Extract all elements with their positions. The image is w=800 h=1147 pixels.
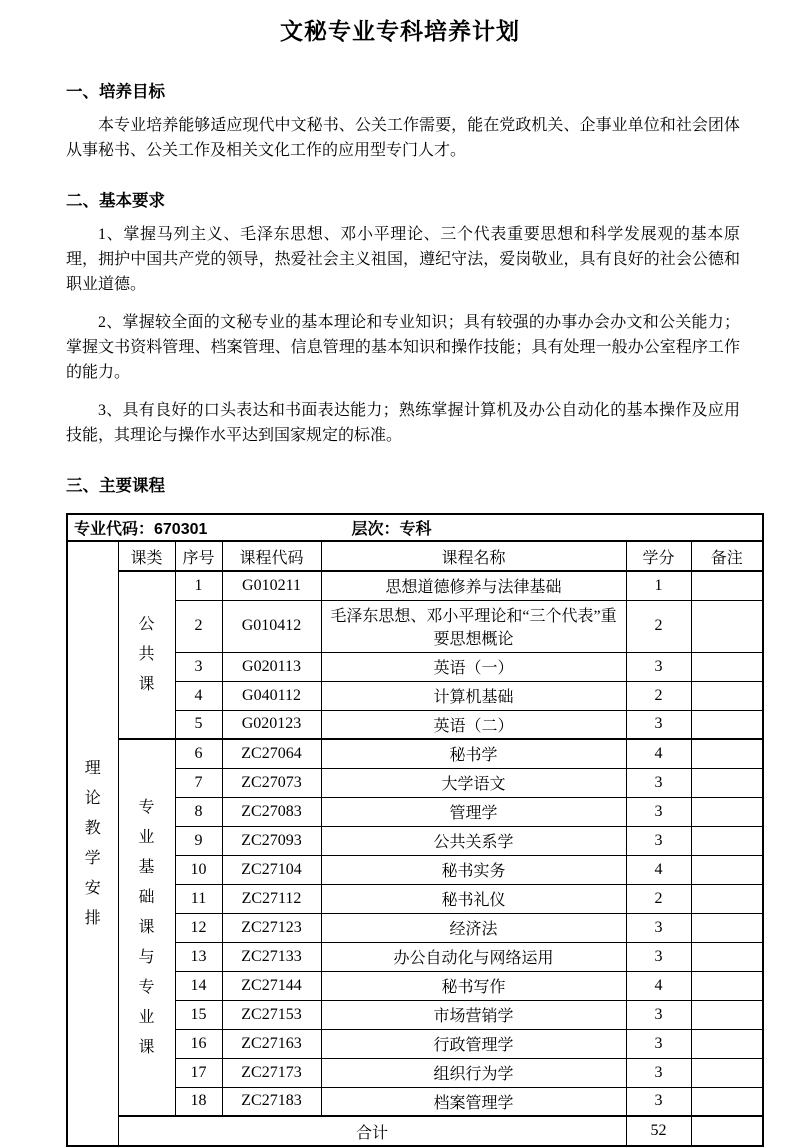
group-label-cell-specialty	[118, 739, 175, 1116]
course-credits-cell: 3	[626, 826, 691, 855]
course-no-cell: 17	[175, 1058, 222, 1087]
course-name-cell: 公共关系学	[321, 826, 626, 855]
group-label: 公共课	[138, 616, 155, 693]
requirement-item-3: 3、具有良好的口头表达和书面表达能力；熟练掌握计算机及办公自动化的基本操作及应用技能，其理论与操作水平达到国家规定的标准。	[66, 402, 740, 444]
course-note-cell	[691, 1087, 763, 1116]
course-name-cell: 英语（二）	[321, 710, 626, 739]
course-name-cell: 秘书写作	[321, 971, 626, 1000]
course-name-cell: 秘书学	[321, 739, 626, 768]
course-no-cell: 12	[175, 913, 222, 942]
course-note-cell	[691, 710, 763, 739]
course-credits-cell: 1	[626, 571, 691, 600]
course-no-cell: 18	[175, 1087, 222, 1116]
course-code-cell: ZC27093	[222, 826, 321, 855]
course-name-cell: 行政管理学	[321, 1029, 626, 1058]
course-note-cell	[691, 768, 763, 797]
course-no-cell: 16	[175, 1029, 222, 1058]
course-code-cell: G020113	[222, 652, 321, 681]
course-note-cell	[691, 884, 763, 913]
course-no-cell: 10	[175, 855, 222, 884]
course-code-cell: ZC27123	[222, 913, 321, 942]
requirement-item-2: 2、掌握较全面的文秘专业的基本理论和专业知识；具有较强的办事办会办文和公关能力；掌握文书资料管理、档案管理、信息管理的基本知识和操作技能；具有处理一般办公室程序工作的能力。	[66, 314, 740, 381]
section-heading-courses: 三、主要课程	[66, 477, 165, 495]
section-heading-objectives: 一、培养目标	[66, 83, 165, 101]
total-row	[67, 1116, 763, 1146]
course-code-cell: ZC27104	[222, 855, 321, 884]
course-name-cell: 思想道德修养与法律基础	[321, 571, 626, 600]
course-note-cell	[691, 942, 763, 971]
course-credits-cell: 4	[626, 855, 691, 884]
document-body	[0, 78, 800, 1147]
course-note-cell	[691, 681, 763, 710]
objectives-paragraph: 本专业培养能够适应现代中文秘书、公关工作需要，能在党政机关、企事业单位和社会团体从事秘书、公关工作及相关文化工作的应用型专门人才。	[66, 117, 740, 159]
course-code-cell: ZC27064	[222, 739, 321, 768]
requirement-item-1: 1、掌握马列主义、毛泽东思想、邓小平理论、三个代表重要思想和科学发展观的基本原理，拥护中国共产党的领导，热爱社会主义祖国，遵纪守法，爱岗敬业，具有良好的社会公德和职业道德。	[66, 226, 740, 293]
course-note-cell	[691, 739, 763, 768]
course-note-cell	[691, 571, 763, 600]
course-credits-cell: 2	[626, 600, 691, 652]
course-table	[66, 513, 764, 1147]
col-header-credits: 学分	[626, 541, 691, 571]
course-code-cell: ZC27183	[222, 1087, 321, 1116]
col-header-class: 课类	[118, 541, 175, 571]
course-credits-cell: 3	[626, 768, 691, 797]
side-label: 理论教学安排	[84, 759, 101, 927]
course-no-cell: 3	[175, 652, 222, 681]
course-name-cell: 英语（一）	[321, 652, 626, 681]
course-no-cell: 14	[175, 971, 222, 1000]
course-name-cell: 大学语文	[321, 768, 626, 797]
course-credits-cell: 3	[626, 797, 691, 826]
course-no-cell: 7	[175, 768, 222, 797]
course-name-cell: 管理学	[321, 797, 626, 826]
course-credits-cell: 4	[626, 739, 691, 768]
course-credits-cell: 3	[626, 652, 691, 681]
course-no-cell: 6	[175, 739, 222, 768]
course-code-cell: ZC27173	[222, 1058, 321, 1087]
course-no-cell: 5	[175, 710, 222, 739]
course-code-cell: G040112	[222, 681, 321, 710]
group-label: 专业基础课与专业课	[138, 798, 155, 1056]
course-code-cell: ZC27073	[222, 768, 321, 797]
course-note-cell	[691, 971, 763, 1000]
col-header-name: 课程名称	[321, 541, 626, 571]
course-name-cell: 计算机基础	[321, 681, 626, 710]
course-credits-cell: 3	[626, 1000, 691, 1029]
total-credits-cell: 52	[626, 1116, 691, 1146]
course-credits-cell: 3	[626, 1029, 691, 1058]
course-no-cell: 11	[175, 884, 222, 913]
major-code-label: 专业代码：670301	[74, 521, 208, 538]
total-note-cell	[691, 1116, 763, 1146]
section-heading-requirements: 二、基本要求	[66, 192, 165, 210]
course-code-cell: ZC27133	[222, 942, 321, 971]
course-code-cell: ZC27144	[222, 971, 321, 1000]
table-header-row	[67, 541, 763, 571]
page-title: 文秘专业专科培养计划	[280, 18, 520, 44]
course-note-cell	[691, 913, 763, 942]
course-code-cell: ZC27112	[222, 884, 321, 913]
course-note-cell	[691, 652, 763, 681]
course-name-cell: 秘书实务	[321, 855, 626, 884]
course-credits-cell: 3	[626, 1058, 691, 1087]
course-note-cell	[691, 1029, 763, 1058]
table-meta-cell	[67, 514, 763, 541]
course-row	[67, 739, 763, 768]
course-name-cell: 经济法	[321, 913, 626, 942]
course-note-cell	[691, 826, 763, 855]
course-no-cell: 1	[175, 571, 222, 600]
course-no-cell: 8	[175, 797, 222, 826]
course-name-cell: 市场营销学	[321, 1000, 626, 1029]
course-note-cell	[691, 1058, 763, 1087]
course-note-cell	[691, 1000, 763, 1029]
table-meta-row	[67, 514, 763, 541]
course-code-cell: G010211	[222, 571, 321, 600]
group-label-cell-public	[118, 571, 175, 739]
side-label-cell	[67, 541, 118, 1146]
course-credits-cell: 3	[626, 913, 691, 942]
course-credits-cell: 3	[626, 710, 691, 739]
course-name-cell: 办公自动化与网络运用	[321, 942, 626, 971]
course-code-cell: ZC27083	[222, 797, 321, 826]
course-code-cell: ZC27153	[222, 1000, 321, 1029]
course-no-cell: 4	[175, 681, 222, 710]
course-no-cell: 2	[175, 600, 222, 652]
course-no-cell: 13	[175, 942, 222, 971]
course-credits-cell: 2	[626, 681, 691, 710]
total-label-cell: 合计	[118, 1116, 626, 1146]
course-code-cell: G020123	[222, 710, 321, 739]
course-note-cell	[691, 600, 763, 652]
course-code-cell: ZC27163	[222, 1029, 321, 1058]
course-credits-cell: 3	[626, 1087, 691, 1116]
col-header-code: 课程代码	[222, 541, 321, 571]
col-header-note: 备注	[691, 541, 763, 571]
course-code-cell: G010412	[222, 600, 321, 652]
course-row	[67, 571, 763, 600]
course-credits-cell: 2	[626, 884, 691, 913]
col-header-no: 序号	[175, 541, 222, 571]
course-note-cell	[691, 855, 763, 884]
course-name-cell: 秘书礼仪	[321, 884, 626, 913]
course-name-cell: 毛泽东思想、邓小平理论和“三个代表”重要思想概论	[321, 600, 626, 652]
course-no-cell: 15	[175, 1000, 222, 1029]
course-name-cell: 档案管理学	[321, 1087, 626, 1116]
course-no-cell: 9	[175, 826, 222, 855]
course-credits-cell: 3	[626, 942, 691, 971]
course-name-cell: 组织行为学	[321, 1058, 626, 1087]
level-label: 层次：专科	[351, 521, 432, 538]
course-credits-cell: 4	[626, 971, 691, 1000]
course-note-cell	[691, 797, 763, 826]
